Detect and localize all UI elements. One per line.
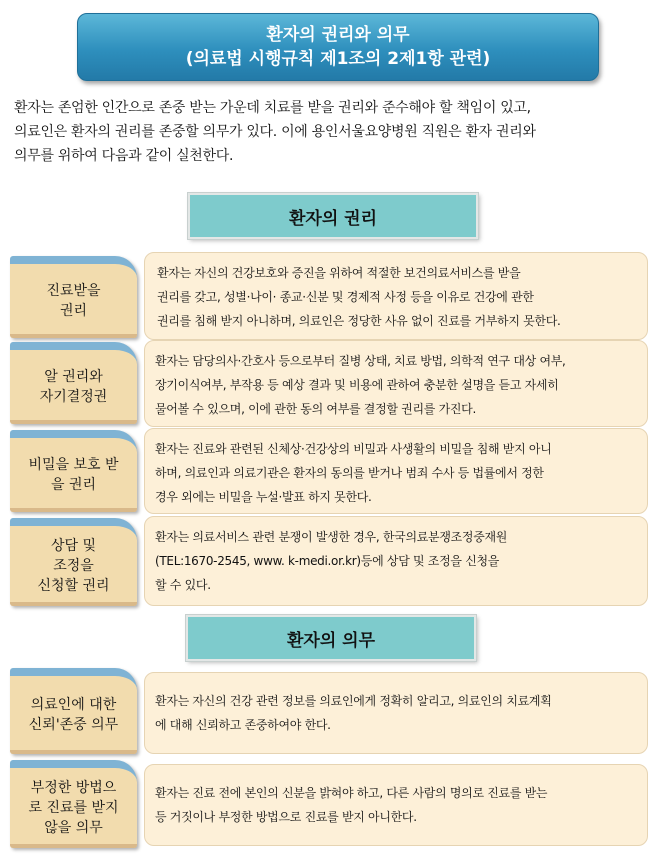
duty-text-trust — [144, 672, 648, 754]
label-line: 권리 — [59, 303, 88, 319]
intro-line: 의무를 위하여 다음과 같이 실천한다. — [14, 148, 234, 164]
label-line: 신뢰'존중 의무 — [28, 717, 119, 733]
text-line: 할 수 있다. — [155, 578, 211, 592]
text-line: 권리를 침해 받지 아니하며, 의료인은 정당한 사유 없이 진료를 거부하지 못한다. — [157, 314, 561, 328]
text-line: 환자는 의료서비스 관련 분쟁이 발생한 경우, 한국의료분쟁조정중재원 — [155, 530, 508, 544]
duty-text-honest — [144, 764, 648, 846]
title-banner — [77, 13, 599, 81]
text-line: 환자는 진료와 관련된 신체상·건강상의 비밀과 사생활의 비밀을 침해 받지 아니 — [155, 442, 552, 456]
text-line: 하며, 의료인과 의료기관은 환자의 동의를 받거나 범죄 수사 등 법률에서 정한 — [155, 466, 544, 480]
text-line: 장기이식여부, 부작용 등 예상 결과 및 비용에 관하여 충분한 설명을 듣고 자세히 — [155, 378, 559, 392]
label-line: 조정을 — [53, 558, 94, 574]
right-text-mediation — [144, 516, 648, 606]
rights-section-header: 환자의 권리 — [188, 193, 478, 239]
duties-section-header: 환자의 의무 — [186, 615, 476, 661]
label-line: 상담 및 — [50, 538, 96, 554]
label-line: 부정한 방법으 — [30, 780, 117, 796]
text-line: 환자는 진료 전에 본인의 신분을 밝혀야 하고, 다른 사람의 명의로 진료를 받는 — [155, 786, 548, 800]
duty-label-trust — [10, 668, 137, 754]
label-line: 을 권리 — [50, 477, 96, 493]
right-label-mediation — [10, 518, 137, 606]
duty-label-honest — [10, 760, 137, 848]
intro-line: 의료인은 환자의 권리를 존중할 의무가 있다. 이에 용인서울요양병원 직원은 환자 권리와 — [14, 124, 536, 140]
text-line: 환자는 자신의 건강 관련 정보를 의료인에게 정확히 알리고, 의료인의 치료계획 — [155, 694, 552, 708]
intro-paragraph — [14, 96, 654, 168]
page-title: 환자의 권리와 의무 — [266, 25, 410, 45]
page-subtitle: (의료법 시행규칙 제1조의 2제1항 관련) — [185, 49, 491, 69]
label-line: 않을 의무 — [44, 820, 103, 836]
text-line: 권리를 갖고, 성별·나이· 종교·신분 및 경제적 사정 등을 이유로 건강에 관한 — [157, 290, 534, 304]
label-line: 신청할 권리 — [37, 578, 110, 594]
label-line: 알 권리와 — [44, 369, 103, 385]
text-line: 환자는 담당의사·간호사 등으로부터 질병 상태, 치료 방법, 의학적 연구 대상 여부, — [155, 354, 566, 368]
text-line: 에 대해 신뢰하고 존중하여야 한다. — [155, 718, 331, 732]
text-line: 환자는 자신의 건강보호와 증진을 위하여 적절한 보건의료서비스를 받을 — [157, 266, 521, 280]
label-line: 진료받을 — [46, 283, 101, 299]
intro-line: 환자는 존엄한 인간으로 존중 받는 가운데 치료를 받을 권리와 준수해야 할 책임이 있고, — [14, 100, 531, 116]
right-label-informed — [10, 342, 137, 424]
right-text-privacy — [144, 428, 648, 514]
text-line: 등 거짓이나 부정한 방법으로 진료를 받지 아니한다. — [155, 810, 417, 824]
label-line: 비밀을 보호 받 — [28, 457, 119, 473]
text-line: 물어볼 수 있으며, 이에 관한 동의 여부를 결정할 권리를 가진다. — [155, 402, 476, 416]
right-label-privacy — [10, 430, 137, 512]
right-label-care — [10, 256, 137, 338]
label-line: 로 진료를 받지 — [28, 800, 119, 816]
right-text-informed — [144, 340, 648, 427]
right-text-care — [144, 252, 648, 340]
label-line: 의료인에 대한 — [30, 697, 117, 713]
label-line: 자기결정권 — [39, 389, 108, 405]
text-line: 경우 외에는 비밀을 누설·발표 하지 못한다. — [155, 490, 372, 504]
text-line: (TEL:1670-2545, www. k-medi.or.kr)등에 상담 및 조정을 신청을 — [155, 554, 500, 568]
